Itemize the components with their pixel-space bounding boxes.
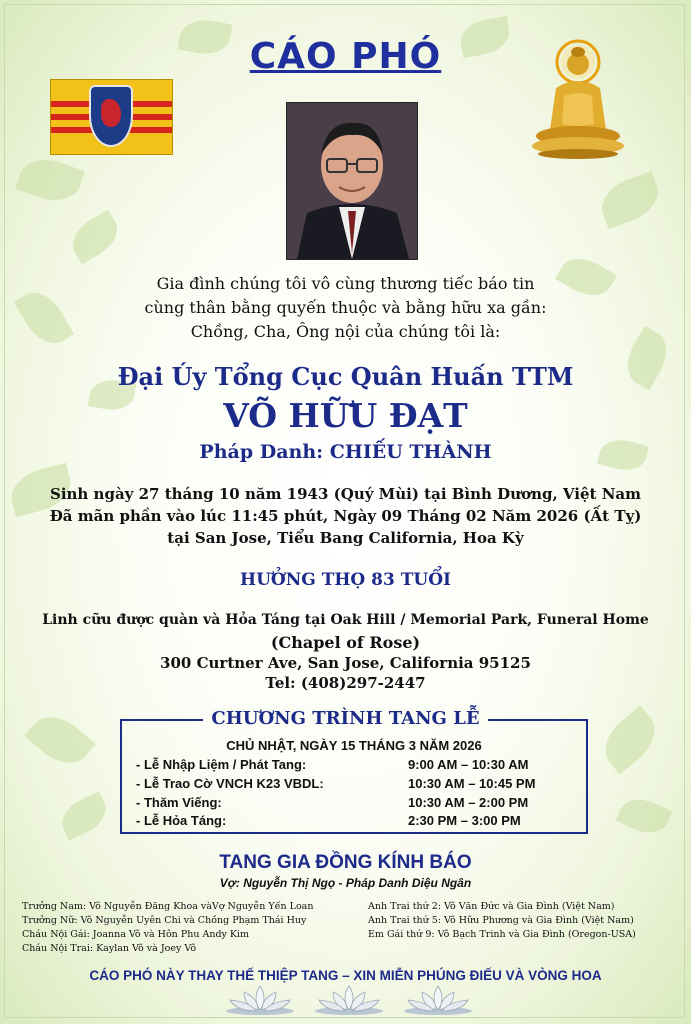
intro-line: cùng thân bằng quyến thuộc và bằng hữu xa gần: <box>144 298 547 317</box>
family-member: Trưởng Nam: Võ Nguyễn Đăng Khoa vàVợ Nguyễn Yến Loan <box>22 901 314 912</box>
portrait-photo <box>286 102 418 260</box>
family-member: Anh Trai thứ 2: Võ Văn Đức và Gia Đình (Việt Nam) <box>368 901 615 912</box>
intro-line: Chồng, Cha, Ông nội của chúng tôi là: <box>190 322 501 341</box>
family-member: Anh Trai thứ 5: Võ Hữu Phương và Gia Đình (Việt Nam) <box>368 915 634 926</box>
passing-line: Đã mãn phần vào lúc 11:45 phút, Ngày 09 Tháng 02 Năm 2026 (Ất Tỵ) <box>49 507 642 525</box>
spouse-line: Vợ: Nguyễn Thị Ngọ - Pháp Danh Diệu Ngân <box>219 876 472 890</box>
family-member: Cháu Nội Gái: Joanna Võ và Hôn Phu Andy Kim <box>22 929 250 940</box>
location-line: tại San Jose, Tiểu Bang California, Hoa Kỳ <box>167 529 524 547</box>
chapel-name: (Chapel of Rose) <box>270 633 421 652</box>
lotus-icon <box>402 982 474 1016</box>
birth-line: Sinh ngày 27 tháng 10 năm 1943 (Quý Mùi) tại Bình Dương, Việt Nam <box>49 485 641 503</box>
deceased-rank: Đại Úy Tổng Cục Quân Huấn TTM <box>117 362 574 391</box>
dharma-name: Pháp Danh: CHIẾU THÀNH <box>199 441 492 463</box>
schedule-event: - Lễ Trao Cờ VNCH K23 VBDL: <box>136 776 324 791</box>
footer-note: CÁO PHÓ NÀY THAY THẾ THIỆP TANG – XIN MIỄN PHÚNG ĐIẾU VÀ VÒNG HOA <box>89 968 602 983</box>
schedule-date: CHỦ NHẬT, NGÀY 15 THÁNG 3 NĂM 2026 <box>226 738 482 753</box>
family-member: Trưởng Nữ: Võ Nguyễn Uyên Chi và Chồng Phạm Thái Huy <box>22 915 307 926</box>
schedule-time: 2:30 PM – 3:00 PM <box>408 813 521 828</box>
lotus-icon <box>313 982 385 1016</box>
page-title: CÁO PHÓ <box>249 36 442 77</box>
schedule-event: - Lễ Nhập Liệm / Phát Tang: <box>136 757 307 772</box>
schedule-event: - Thăm Viếng: <box>136 795 222 810</box>
schedule-title: CHƯƠNG TRÌNH TANG LỄ <box>0 708 691 729</box>
lotus-icon <box>224 982 296 1016</box>
schedule-event: - Lễ Hỏa Táng: <box>136 813 227 828</box>
address-line: 300 Curtner Ave, San Jose, California 95125 <box>160 654 531 672</box>
schedule-time: 10:30 AM – 2:00 PM <box>408 795 529 810</box>
schedule-time: 9:00 AM – 10:30 AM <box>408 757 529 772</box>
deceased-name: VÕ HỮU ĐẠT <box>223 396 468 435</box>
funeral-home-line: Linh cữu được quàn và Hỏa Táng tại Oak Hill / Memorial Park, Funeral Home <box>42 612 649 628</box>
buddha-icon <box>526 38 630 160</box>
flag-icon <box>50 79 173 155</box>
intro-line: Gia đình chúng tôi vô cùng thương tiếc báo tin <box>156 274 535 293</box>
family-heading: TANG GIA ĐỒNG KÍNH BÁO <box>219 852 472 873</box>
phone-line: Tel: (408)297-2447 <box>265 674 426 692</box>
schedule-time: 10:30 AM – 10:45 PM <box>408 776 536 791</box>
age-text: HƯỞNG THỌ 83 TUỔI <box>240 570 451 590</box>
family-member: Cháu Nội Trai: Kaylan Võ và Joey Võ <box>22 943 197 954</box>
family-member: Em Gái thứ 9: Võ Bạch Trinh và Gia Đình (Oregon-USA) <box>368 929 636 940</box>
emblem-icon <box>89 85 133 147</box>
